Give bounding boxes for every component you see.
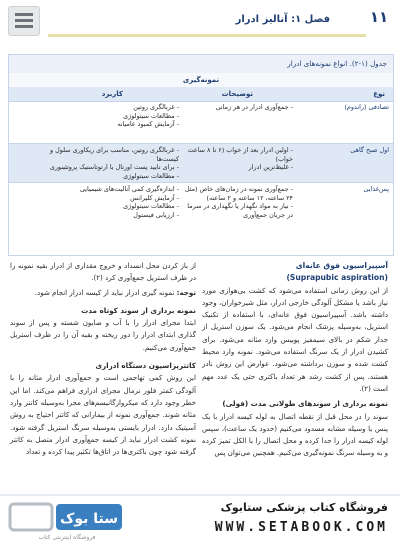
cell-desc: - جمع‌آوری ادرار در هر زمانی: [215, 103, 293, 111]
subsection-title: کاتتریزاسیون دستگاه ادراری: [95, 361, 196, 371]
section-title: آسپیراسیون فوق عانه‌ای: [295, 261, 388, 270]
table-group-header: نمونه‌گیری: [9, 73, 393, 88]
cell-desc: - جمع‌آوری نمونه در زمان‌های خاص (مثل ۲۴ ساعته، ۱۲ ساعته و ۲ ساعته) - نیاز به مواد نگهدار یا نگهداری در سرما در جریان جمع‌آوری: [184, 185, 293, 219]
note-label: توجه:: [176, 287, 196, 297]
paragraph: از این روش زمانی استفاده می‌شود که کشت بی‌هوازی مورد نیاز باشد یا مشکل آلودگی خارجی ادرار، مثل شیرخواران، وجود داشته باشد. آسپیراسیون فوق عانه‌ای، با استفاده از تکنیک استریل، به‌وسیله پزشک انجام می‌شود. یک سوزن استریل از جدار شکم در بالای سیمفیز پوبیس وارد مثانه می‌شود. برای کشیدن ادرار از یک سرنگ استفاده می‌شود. نمونه وارد محیط کشت شده و سوزن برداشته می‌شود. عوارض این روش نادر هستند. پس از کشت رشد هر تعداد باکتری حتی یک عدد مهم است (۲).: [202, 285, 388, 393]
subsection-title: نمونه برداری از سوند کوتاه مدت: [81, 305, 196, 315]
subsection-title: نمونه برداری از سوندهای طولانی مدت (فولی): [222, 399, 388, 409]
store-url[interactable]: WWW.SETABOOK.COM: [214, 520, 388, 535]
page-number: ۱۱: [369, 8, 389, 26]
logo-subtext: فروشگاه اینترنتی کتاب: [38, 534, 96, 541]
paragraph: از باز کردن محل انسداد و خروج مقداری از ادرار بقیه نمونه را در ظرف استریل جمع‌آوری کرد (۲).: [10, 261, 196, 283]
specimen-table: [8, 54, 394, 256]
header-use: کاربرد: [101, 90, 123, 98]
table-row: [9, 183, 393, 254]
cell-use: - غربالگری روتین، مناسب برای ریکاوری سلول و کیست‌ها - برای تایید پست اورتال یا ارتوتاستیک پروتئینوری - مطالعات سیتولوژی: [49, 146, 179, 180]
left-column: [10, 260, 196, 458]
cell-desc: - اولین ادرار بعد از خواب (۶ تا ۸ ساعت خواب) - غلیظ‌ترین ادرار: [187, 146, 293, 172]
footer-banner: [0, 494, 400, 548]
cell-type: اول صبح گاهی: [350, 146, 389, 154]
table-caption: جدول (۱-۲). انواع نمونه‌های ادرار: [9, 55, 393, 74]
note: [10, 287, 196, 299]
cell-type: پس‌غذایی: [363, 185, 389, 193]
header-rule: [48, 34, 366, 37]
right-column: [202, 260, 388, 460]
note-text: نمونه گیری ادرار نباید از کیسه ادرار انجام شود.: [34, 287, 175, 297]
cell-use: - غربالگری روتین - مطالعات سیتولوژی - آزمایش کمبود عامیانه: [49, 103, 179, 129]
logo-text: ستا بوک: [60, 511, 118, 527]
paragraph: این روش کمی تهاجمی است و جمع‌آوری ادرار مثانه را با آلودگی کمتر فلور نرمال مجرای ادراری فراهم می‌کند. اما این خطر وجود دارد که میکروارگانیسم‌های مجرا به‌وسیله کاتتر وارد مثانه شوند. جمع‌آوری نمونه از بیمارانی که کاتتر احتیاج به روش آسپتیک دارد. ادرار بایستی به‌وسیله سرنگ استریل گرفته شود. نمونه کشت ادرار نباید از کیسه جمع‌آوری ادرار متصل به کاتتر گرفته شود چون باکتری‌ها در اتاق‌ها تکثیر پیدا کرده و تعداد: [10, 373, 196, 457]
cell-use: - اندازه‌گیری کمی آنالیت‌های شیمیایی - آزمایش کلیرانس - مطالعات سیتولوژی - ارزیابی فیستول: [49, 185, 179, 219]
table-row: [9, 144, 393, 183]
table-column-headers: [9, 87, 393, 102]
header-desc: توضیحات: [221, 90, 253, 98]
paragraph: ابتدا مجرای ادرار را با آب و صابون شسته و پس از سوند گذاری ابتدای ادرار را دور ریخته و بقیه آن را در ظرف استریل جمع‌آوری می‌کنیم.: [10, 318, 196, 352]
header-type: نوع: [373, 90, 385, 98]
setabook-logo[interactable]: [8, 500, 126, 542]
chapter-title: فصل ۱: آنالیز ادرار: [235, 14, 330, 25]
section-title-en: (Suprapubic aspiration): [286, 273, 388, 283]
store-name: فروشگاه کتاب پزشکی ستابوک: [220, 501, 388, 514]
cell-type: تصادفی (راندوم): [344, 103, 389, 111]
page-header: [0, 0, 400, 48]
table-row: [9, 101, 393, 144]
paragraph: سوند را در محل قبل از نقطه اتصال به لوله کیسه ادرار با یک پنس یا وسیله مشابه مسدود می‌کنیم (حدود یک ساعت)، سپس لوله کیسه ادرار را جدا کرده و محل اتصال را با الکل تمیز کرده و به وسیله سرنگ نمونه‌گیری می‌کنیم. همچنین می‌توان پس: [202, 411, 388, 458]
hamburger-icon[interactable]: [8, 6, 40, 36]
